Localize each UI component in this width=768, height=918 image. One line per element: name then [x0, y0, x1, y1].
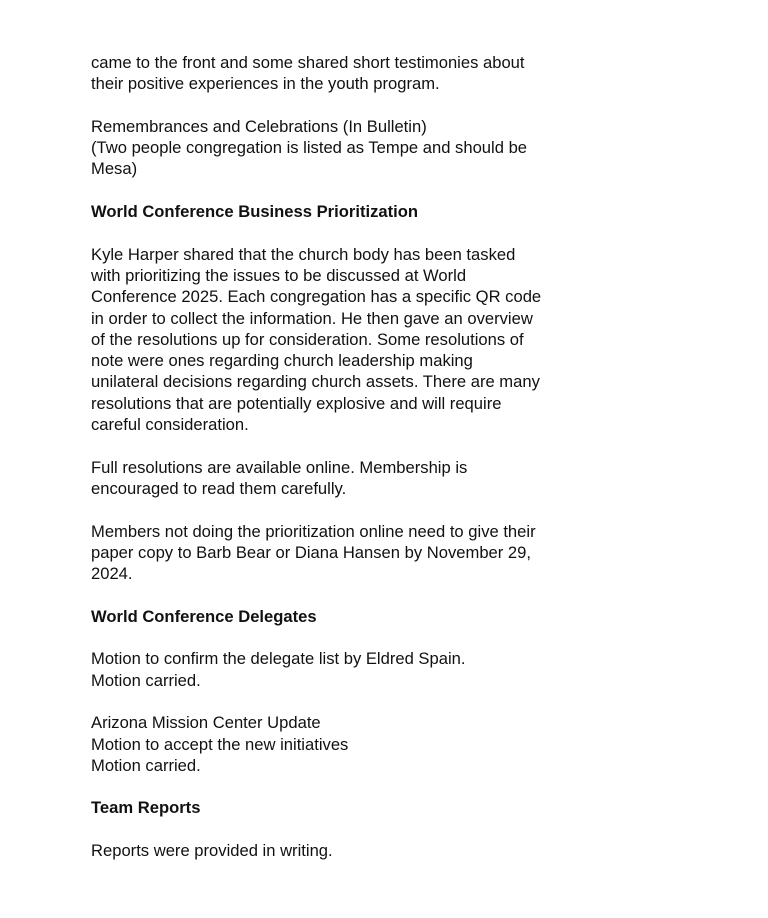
text-line: 2024. [91, 564, 133, 584]
text-line: Conference 2025. Each congregation has a specific QR code [91, 287, 542, 307]
paragraph-team-reports [91, 840, 611, 861]
text-line: came to the front and some shared short testimonies about [91, 53, 525, 72]
section-heading-delegates: World Conference Delegates [91, 606, 317, 626]
text-line: with prioritizing the issues to be discussed at World [91, 265, 467, 285]
text-line: Motion carried. [91, 755, 201, 775]
paragraph-full-resolutions [91, 457, 611, 500]
text-line: Arizona Mission Center Update [91, 713, 321, 733]
text-line: Remembrances and Celebrations (In Bulletin) [91, 116, 427, 136]
section-heading-prioritization: World Conference Business Prioritization [91, 202, 419, 222]
text-line: Reports were provided in writing. [91, 840, 333, 860]
text-line: in order to collect the information. He then gave an overview [91, 308, 533, 328]
paragraph-paper-copy-deadline [91, 521, 611, 585]
text-line: Mesa) [91, 159, 138, 179]
text-line: Kyle Harper shared that the church body has been tasked [91, 244, 516, 264]
text-line: (Two people congregation is listed as Tempe and should be [91, 138, 528, 158]
paragraph-remembrances [91, 116, 611, 180]
text-line: Members not doing the prioritization online need to give their [91, 521, 536, 541]
text-line: unilateral decisions regarding church assets. There are many [91, 372, 540, 392]
text-line: Full resolutions are available online. Membership is [91, 457, 468, 477]
text-line: Motion carried. [91, 670, 201, 690]
paragraph-prioritization-summary [91, 244, 611, 436]
text-line: Motion to accept the new initiatives [91, 734, 349, 754]
document-body [91, 52, 611, 883]
text-line: note were ones regarding church leadership making [91, 351, 473, 371]
paragraph-delegate-motion [91, 648, 611, 691]
text-line: encouraged to read them carefully. [91, 478, 347, 498]
text-line: of the resolutions up for consideration. Some resolutions of [91, 329, 524, 349]
text-line: resolutions that are potentially explosive and will require [91, 393, 502, 413]
text-line: careful consideration. [91, 415, 249, 435]
text-line: Motion to confirm the delegate list by Eldred Spain. [91, 649, 466, 669]
paragraph-mission-center-update [91, 712, 611, 776]
section-heading-team-reports: Team Reports [91, 798, 201, 818]
paragraph-youth-testimonies [91, 52, 611, 95]
text-line: their positive experiences in the youth program. [91, 74, 440, 94]
text-line: paper copy to Barb Bear or Diana Hansen by November 29, [91, 542, 531, 562]
